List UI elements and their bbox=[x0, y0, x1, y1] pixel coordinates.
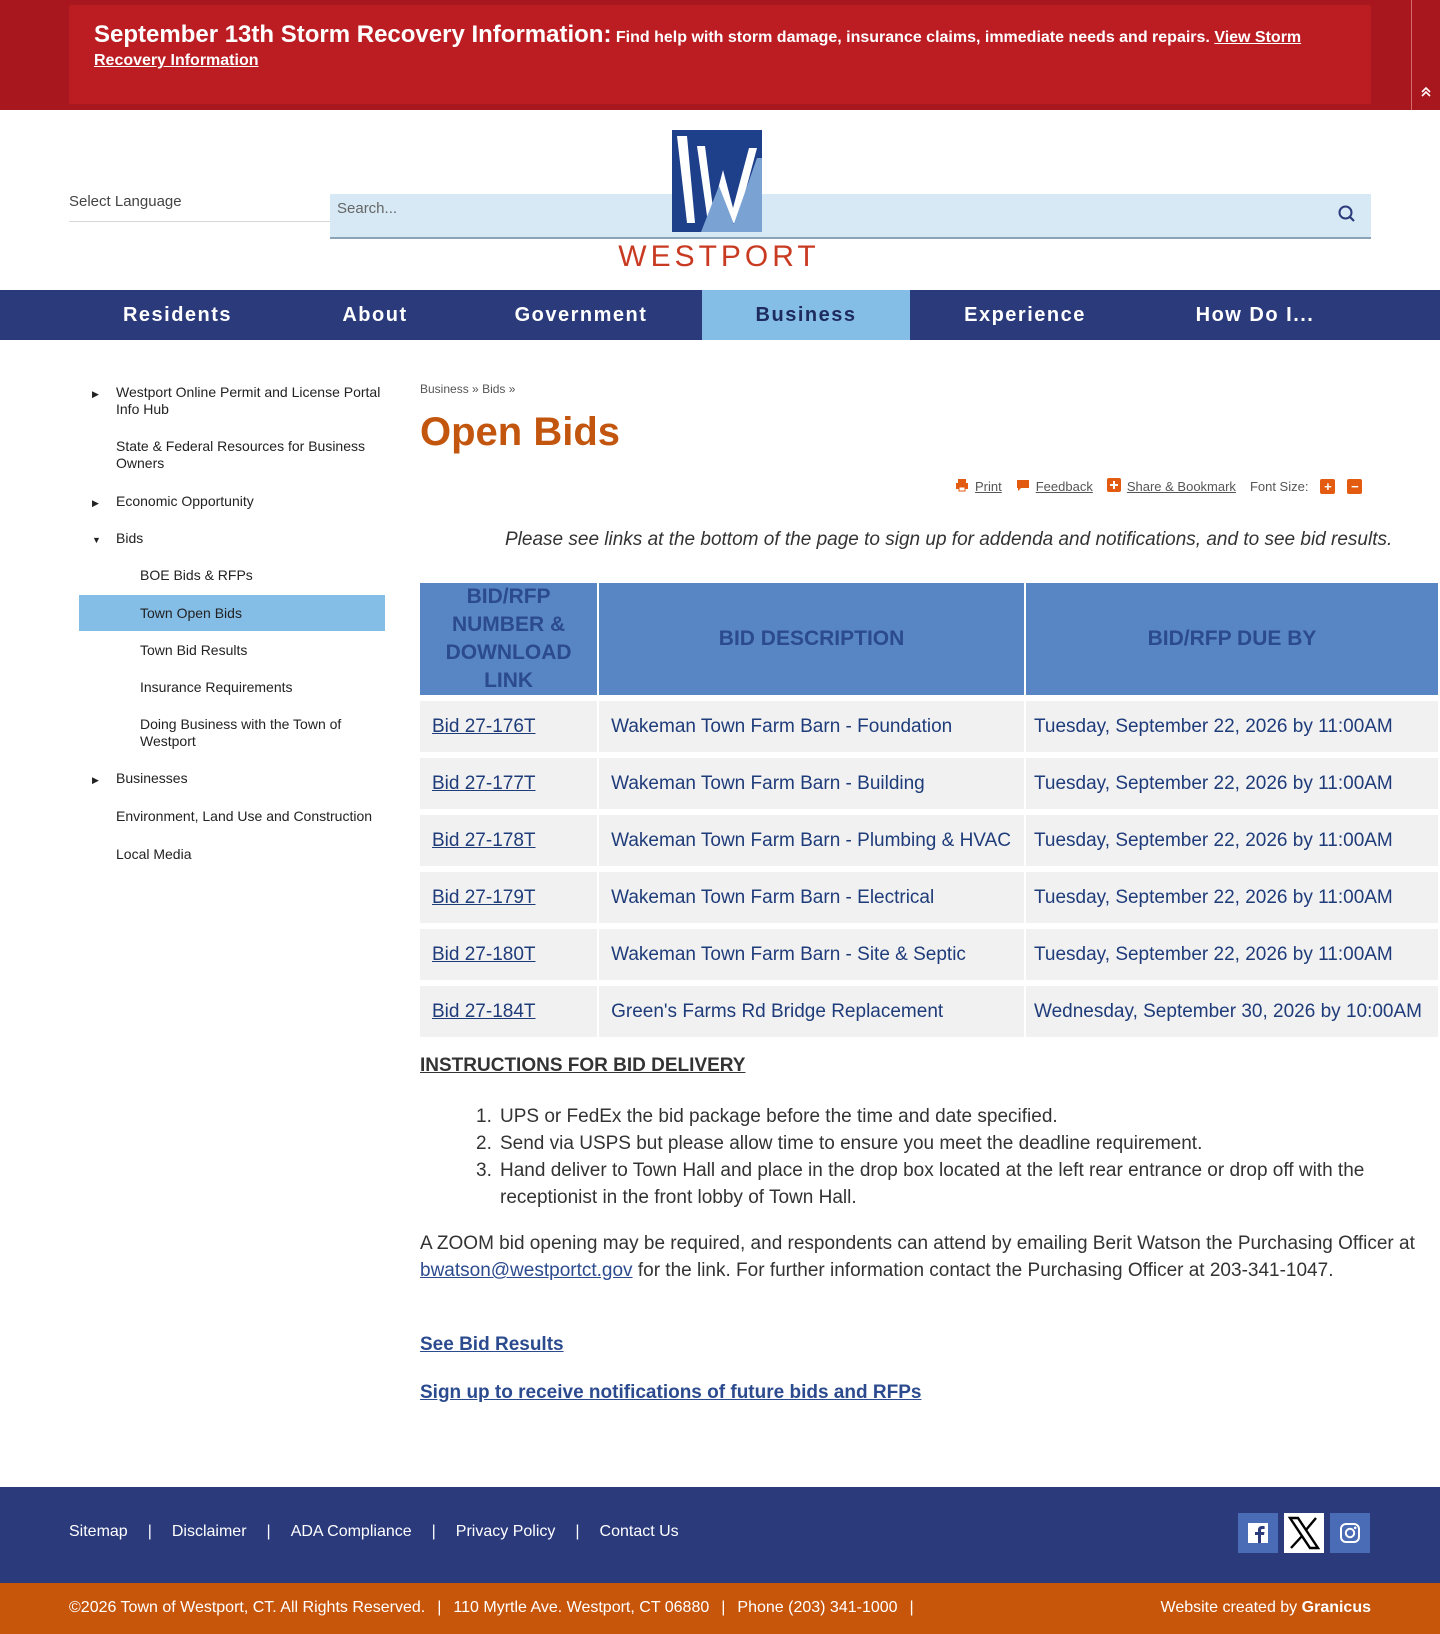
sidebar-item-label: Economic Opportunity bbox=[116, 493, 254, 509]
share-bookmark-button[interactable] bbox=[1107, 478, 1236, 495]
caret-right-icon: ▶ bbox=[92, 775, 99, 785]
sidebar-item-permit-hub[interactable] bbox=[79, 384, 385, 418]
footer-separator: | bbox=[437, 1599, 442, 1616]
sidebar-item-town-open-bids[interactable] bbox=[79, 595, 385, 631]
font-decrease-button[interactable]: − bbox=[1347, 479, 1362, 494]
breadcrumb-sep: » bbox=[472, 382, 479, 396]
search-icon bbox=[1337, 212, 1357, 227]
sidebar-item-label: Doing Business with the Town of Westport bbox=[140, 716, 342, 749]
table-row bbox=[420, 815, 1438, 866]
footer-sitemap-link[interactable]: Sitemap bbox=[69, 1523, 128, 1540]
alert-box bbox=[69, 5, 1371, 104]
logo-text: WESTPORT bbox=[618, 240, 820, 273]
alert-banner bbox=[0, 0, 1440, 110]
sidebar-item-town-bid-results[interactable] bbox=[79, 642, 385, 659]
instructions-title: INSTRUCTIONS FOR BID DELIVERY bbox=[420, 1055, 746, 1076]
bid-due-cell: Tuesday, September 22, 2026 by 11:00AM bbox=[1026, 815, 1438, 866]
caret-right-icon: ▶ bbox=[92, 498, 99, 508]
print-label: Print bbox=[975, 478, 1002, 494]
footer-contact-link[interactable]: Contact Us bbox=[599, 1523, 679, 1540]
header-bid-due: BID/RFP DUE BY bbox=[1026, 583, 1438, 695]
footer-privacy-link[interactable]: Privacy Policy bbox=[455, 1523, 556, 1540]
footer-separator: | bbox=[575, 1523, 580, 1540]
sidebar-item-state-federal[interactable] bbox=[79, 438, 385, 472]
list-item bbox=[476, 1103, 1426, 1130]
sidebar-item-label: Businesses bbox=[116, 770, 188, 786]
bid-due-cell: Tuesday, September 22, 2026 by 11:00AM bbox=[1026, 872, 1438, 923]
header-bid-number: BID/RFP NUMBER & DOWNLOAD LINK bbox=[420, 583, 597, 695]
list-number: 2. bbox=[476, 1133, 492, 1154]
table-row bbox=[420, 986, 1438, 1037]
bid-description-cell: Wakeman Town Farm Barn - Site & Septic bbox=[599, 929, 1024, 980]
font-increase-button[interactable]: + bbox=[1320, 479, 1335, 494]
bid-download-link[interactable]: Bid 27-180T bbox=[432, 943, 536, 965]
nav-residents-tab[interactable]: Residents bbox=[122, 303, 233, 326]
sidebar-item-boe-bids[interactable] bbox=[79, 567, 385, 584]
created-by bbox=[1161, 1599, 1371, 1617]
storm-info-link-part2: Recovery Information bbox=[94, 52, 259, 69]
footer-separator: | bbox=[431, 1523, 436, 1540]
sidebar-item-bids[interactable] bbox=[79, 530, 385, 547]
bid-description-cell: Green's Farms Rd Bridge Replacement bbox=[599, 986, 1024, 1037]
printer-icon bbox=[955, 478, 969, 495]
bid-due-cell: Wednesday, September 30, 2026 by 10:00AM bbox=[1026, 986, 1438, 1037]
bid-description-cell: Wakeman Town Farm Barn - Electrical bbox=[599, 872, 1024, 923]
zoom-text-part1: A ZOOM bid opening may be required, and respondents can attend by emailing Berit Watson the Purchasing Officer at bbox=[420, 1233, 1415, 1254]
footer-ada-link[interactable]: ADA Compliance bbox=[290, 1523, 412, 1540]
sidebar-item-economic-opportunity[interactable] bbox=[79, 493, 385, 510]
footer-separator: | bbox=[266, 1523, 271, 1540]
granicus-link[interactable]: Granicus bbox=[1301, 1599, 1371, 1616]
sidebar-item-label: Westport Online Permit and License Portal Info Hub bbox=[116, 384, 381, 417]
nav-how-do-i-tab[interactable]: How Do I... bbox=[1195, 303, 1315, 326]
page-tools bbox=[955, 477, 1362, 495]
sidebar-item-label: Local Media bbox=[116, 846, 192, 862]
zoom-text-part2: for the link. For further information contact the Purchasing Officer at 203-341-1047. bbox=[637, 1260, 1334, 1281]
breadcrumb-business[interactable]: Business bbox=[420, 382, 469, 396]
table-row bbox=[420, 929, 1438, 980]
sidebar-item-local-media[interactable] bbox=[79, 846, 385, 863]
instruction-text: Send via USPS but please allow time to ensure you meet the deadline requirement. bbox=[500, 1133, 1203, 1154]
bid-number-cell bbox=[420, 986, 597, 1037]
sidebar-item-doing-business[interactable] bbox=[79, 716, 385, 750]
speech-bubble-icon bbox=[1016, 478, 1030, 495]
bid-due-cell: Tuesday, September 22, 2026 by 11:00AM bbox=[1026, 701, 1438, 752]
share-label: Share & Bookmark bbox=[1126, 478, 1236, 494]
alert-title: September 13th Storm Recovery Information: bbox=[94, 21, 612, 48]
sidebar-item-label: Town Open Bids bbox=[140, 605, 242, 621]
bid-number-cell bbox=[420, 701, 597, 752]
caret-right-icon: ▶ bbox=[92, 389, 99, 399]
nav-items-row bbox=[0, 290, 1440, 340]
alert-text: Find help with storm damage, insurance claims, immediate needs and repairs. bbox=[615, 29, 1210, 46]
sidebar-item-label: Environment, Land Use and Construction bbox=[116, 808, 373, 824]
language-select-label: Select Language bbox=[69, 193, 182, 210]
sidebar-item-businesses[interactable] bbox=[79, 770, 385, 787]
instructions-list bbox=[476, 1103, 1426, 1211]
double-chevron-up-icon[interactable] bbox=[1416, 84, 1436, 104]
bid-download-link[interactable]: Bid 27-184T bbox=[432, 1000, 536, 1022]
see-bid-results-link[interactable]: See Bid Results bbox=[420, 1334, 564, 1355]
x-logo-icon[interactable] bbox=[1284, 1513, 1324, 1553]
bid-due-cell: Tuesday, September 22, 2026 by 11:00AM bbox=[1026, 758, 1438, 809]
storm-info-link-part1: View Storm bbox=[1214, 29, 1302, 46]
bid-number-cell bbox=[420, 872, 597, 923]
sidebar-item-label: Insurance Requirements bbox=[140, 679, 293, 695]
zoom-paragraph bbox=[420, 1230, 1440, 1284]
footer-disclaimer-link[interactable]: Disclaimer bbox=[171, 1523, 247, 1540]
bid-download-link[interactable]: Bid 27-177T bbox=[432, 772, 536, 794]
list-number: 3. bbox=[476, 1160, 492, 1181]
plus-square-icon bbox=[1107, 478, 1121, 495]
nav-government-tab[interactable]: Government bbox=[514, 303, 648, 326]
bid-number-cell bbox=[420, 815, 597, 866]
instagram-icon[interactable] bbox=[1330, 1513, 1370, 1553]
nav-about-tab[interactable]: About bbox=[342, 303, 408, 326]
bid-number-cell bbox=[420, 758, 597, 809]
copyright-text: ©2026 Town of Westport, CT. All Rights Reserved. bbox=[69, 1599, 426, 1616]
language-select[interactable] bbox=[69, 190, 331, 222]
signup-notifications-link[interactable]: Sign up to receive notifications of future bids and RFPs bbox=[420, 1382, 922, 1403]
bids-table-container bbox=[420, 577, 1440, 1022]
breadcrumb bbox=[420, 382, 515, 396]
table-row bbox=[420, 872, 1438, 923]
sidebar-item-environment[interactable] bbox=[79, 808, 385, 825]
bid-description-cell: Wakeman Town Farm Barn - Building bbox=[599, 758, 1024, 809]
bid-number-cell bbox=[420, 929, 597, 980]
created-by-text: Website created by bbox=[1160, 1599, 1298, 1616]
bid-download-link[interactable]: Bid 27-179T bbox=[432, 886, 536, 908]
bid-download-link[interactable]: Bid 27-176T bbox=[432, 715, 536, 737]
bid-description-cell: Wakeman Town Farm Barn - Plumbing & HVAC bbox=[599, 815, 1024, 866]
address-text: 110 Myrtle Ave. Westport, CT 06880 bbox=[453, 1599, 710, 1616]
list-number: 1. bbox=[476, 1106, 492, 1127]
page-title: Open Bids bbox=[420, 410, 621, 454]
caret-down-icon: ▼ bbox=[92, 535, 101, 545]
copyright-info bbox=[69, 1599, 926, 1617]
bid-due-cell: Tuesday, September 22, 2026 by 11:00AM bbox=[1026, 929, 1438, 980]
list-item bbox=[476, 1157, 1426, 1211]
facebook-icon[interactable] bbox=[1238, 1513, 1278, 1553]
intro-text: Please see links at the bottom of the page to sign up for addenda and notifications, and to see bid results. bbox=[505, 529, 1393, 550]
bid-description-cell: Wakeman Town Farm Barn - Foundation bbox=[599, 701, 1024, 752]
table-row bbox=[420, 758, 1438, 809]
footer-separator: | bbox=[147, 1523, 152, 1540]
footer-links bbox=[69, 1523, 679, 1541]
instruction-text: UPS or FedEx the bid package before the time and date specified. bbox=[500, 1106, 1058, 1127]
breadcrumb-bids[interactable]: Bids bbox=[482, 382, 506, 396]
nav-experience-tab[interactable]: Experience bbox=[964, 303, 1086, 326]
feedback-button[interactable] bbox=[1016, 478, 1093, 495]
search-button[interactable] bbox=[1332, 200, 1362, 230]
westport-logo[interactable] bbox=[615, 128, 825, 273]
print-button[interactable] bbox=[955, 478, 1002, 495]
bids-table bbox=[418, 577, 1440, 1043]
footer-separator: | bbox=[909, 1599, 914, 1616]
bid-download-link[interactable]: Bid 27-178T bbox=[432, 829, 536, 851]
header-bid-description: BID DESCRIPTION bbox=[599, 583, 1024, 695]
breadcrumb-sep: » bbox=[508, 382, 516, 396]
nav-business-tab[interactable]: Business bbox=[702, 290, 910, 340]
feedback-label: Feedback bbox=[1035, 478, 1093, 494]
sidebar-item-label: Bids bbox=[116, 530, 144, 546]
sidebar-item-label: Town Bid Results bbox=[140, 642, 248, 658]
font-size-label: Font Size: bbox=[1249, 478, 1309, 494]
footer-separator: | bbox=[721, 1599, 726, 1616]
alert-divider bbox=[1411, 0, 1412, 110]
purchasing-email-link[interactable]: bwatson@westportct.gov bbox=[420, 1260, 633, 1281]
phone-text: Phone (203) 341-1000 bbox=[737, 1599, 898, 1616]
search-bar bbox=[330, 194, 1371, 239]
table-row bbox=[420, 701, 1438, 752]
sidebar-item-label: State & Federal Resources for Business Owners bbox=[116, 438, 366, 471]
bottom-bar bbox=[0, 1583, 1440, 1634]
footer bbox=[0, 1487, 1440, 1583]
sidebar-item-label: BOE Bids & RFPs bbox=[140, 567, 253, 583]
list-item bbox=[476, 1130, 1426, 1157]
instruction-text: Hand deliver to Town Hall and place in the drop box located at the left rear entrance or drop off with the receptionist in the front lobby of Town Hall. bbox=[500, 1160, 1365, 1208]
sidebar-item-insurance[interactable] bbox=[79, 679, 385, 696]
